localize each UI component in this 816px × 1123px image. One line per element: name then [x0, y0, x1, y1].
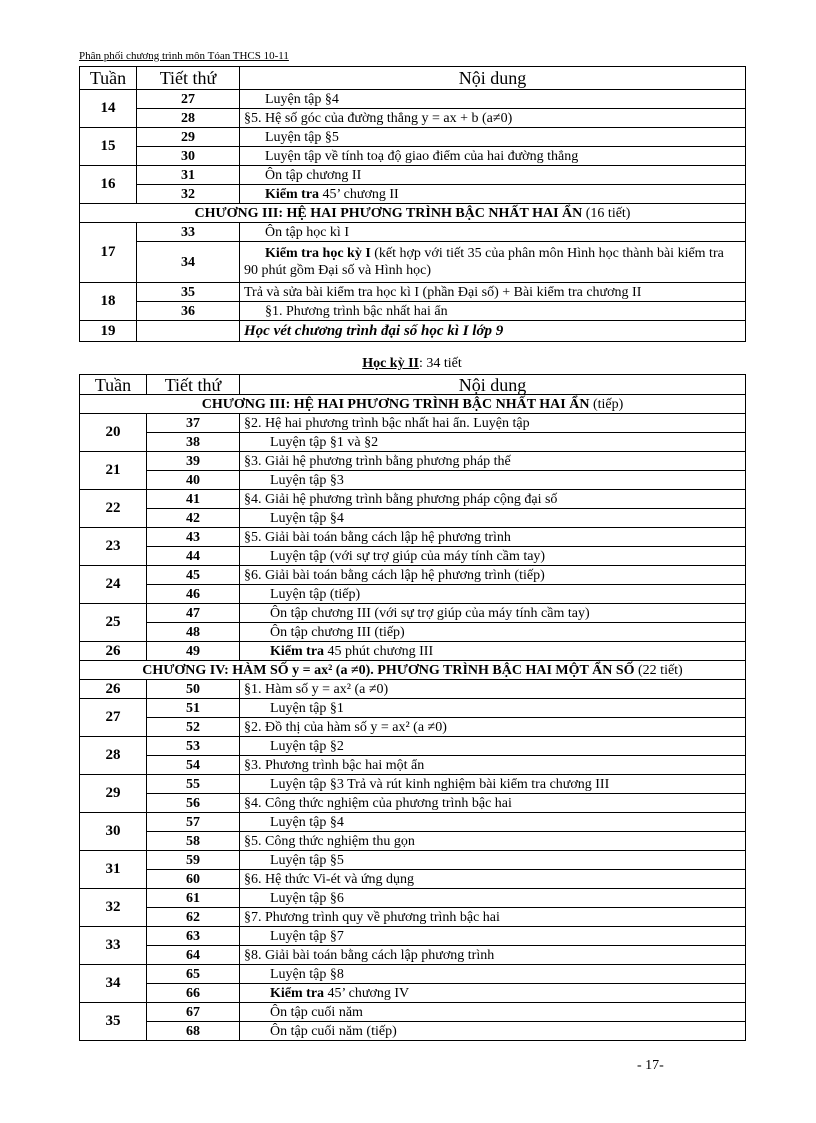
period-cell: 50 [147, 680, 240, 699]
period-cell: 67 [147, 1003, 240, 1022]
table-row [80, 128, 746, 147]
period-cell: 68 [147, 1022, 240, 1041]
period-cell: 44 [147, 547, 240, 566]
week-cell: 30 [80, 813, 147, 851]
period-cell: 39 [147, 452, 240, 471]
period-cell: 31 [137, 166, 240, 185]
week-cell: 16 [80, 166, 137, 204]
period-cell: 58 [147, 832, 240, 851]
table-row [80, 1022, 746, 1041]
table-row [80, 490, 746, 509]
semester2-periods: : 34 tiết [419, 356, 462, 371]
period-cell: 27 [137, 90, 240, 109]
content-cell: Ôn tập chương III (tiếp) [240, 623, 746, 642]
period-cell: 42 [147, 509, 240, 528]
content-cell: §2. Đồ thị của hàm số y = ax² (a ≠0) [240, 718, 746, 737]
period-cell: 43 [147, 528, 240, 547]
content-cell: Học vét chương trình đại số học kì I lớp 9 [240, 321, 746, 342]
period-cell: 36 [137, 302, 240, 321]
week-cell: 20 [80, 414, 147, 452]
content-cell: §3. Phương trình bậc hai một ẩn [240, 756, 746, 775]
period-cell: 37 [147, 414, 240, 433]
content-text: (kết hợp với tiết 35 của phân môn Hình học thành bài kiểm tra 90 phút gồm Đại số và Hình học) [244, 246, 724, 278]
period-cell: 61 [147, 889, 240, 908]
period-cell: 40 [147, 471, 240, 490]
table-row [80, 547, 746, 566]
table-row [80, 452, 746, 471]
table-row [80, 813, 746, 832]
bold-label: Kiểm tra [270, 643, 325, 659]
week-cell: 15 [80, 128, 137, 166]
period-cell: 62 [147, 908, 240, 927]
table-row [80, 585, 746, 604]
period-cell: 28 [137, 109, 240, 128]
table-row [80, 984, 746, 1003]
content-cell: §6. Hệ thức Vi-ét và ứng dụng [240, 870, 746, 889]
table-row [80, 737, 746, 756]
period-cell: 54 [147, 756, 240, 775]
content-text: 45 phút chương III [324, 643, 434, 659]
period-cell: 59 [147, 851, 240, 870]
content-cell [240, 984, 746, 1003]
content-cell: Luyện tập §3 Trả và rút kinh nghiệm bài kiểm tra chương III [240, 775, 746, 794]
content-cell [240, 185, 746, 204]
table-row [80, 832, 746, 851]
content-cell: Ôn tập chương III (với sự trợ giúp của máy tính cầm tay) [240, 604, 746, 623]
table-row [80, 566, 746, 585]
period-cell: 49 [147, 642, 240, 661]
semester2-title [79, 356, 745, 372]
table-row [80, 680, 746, 699]
content-cell: Ôn tập cuối năm [240, 1003, 746, 1022]
table-row [80, 699, 746, 718]
content-cell: Luyện tập §2 [240, 737, 746, 756]
chapter-periods: (tiếp) [589, 396, 624, 412]
table-row [80, 185, 746, 204]
chapter-title: CHƯƠNG IV: HÀM SỐ y = ax² (a ≠0). PHƯƠNG TRÌNH BẬC HAI MỘT ẨN SỐ [142, 662, 635, 678]
period-cell: 55 [147, 775, 240, 794]
week-cell: 29 [80, 775, 147, 813]
col-period: Tiết thứ [137, 67, 240, 90]
week-cell: 33 [80, 927, 147, 965]
period-cell: 35 [137, 283, 240, 302]
period-cell: 63 [147, 927, 240, 946]
period-cell: 33 [137, 223, 240, 242]
chapter-periods: (22 tiết) [634, 662, 683, 678]
content-cell: Luyện tập §5 [240, 128, 746, 147]
table-row [80, 223, 746, 242]
week-cell: 18 [80, 283, 137, 321]
period-cell: 65 [147, 965, 240, 984]
period-cell: 56 [147, 794, 240, 813]
table-header-row [80, 67, 746, 90]
table-row [80, 870, 746, 889]
content-cell: §4. Giải hệ phương trình bằng phương pháp cộng đại số [240, 490, 746, 509]
content-cell: §6. Giải bài toán bằng cách lập hệ phương trình (tiếp) [240, 566, 746, 585]
content-cell: Luyện tập §5 [240, 851, 746, 870]
week-cell: 26 [80, 642, 147, 661]
period-cell: 46 [147, 585, 240, 604]
content-cell: Trả và sửa bài kiểm tra học kì I (phần Đại số) + Bài kiểm tra chương II [240, 283, 746, 302]
content-text: 45’ chương IV [324, 985, 410, 1001]
content-cell: §1. Hàm số y = ax² (a ≠0) [240, 680, 746, 699]
period-cell: 45 [147, 566, 240, 585]
table-row [80, 946, 746, 965]
period-cell [137, 321, 240, 342]
content-cell: Luyện tập §1 và §2 [240, 433, 746, 452]
chapter-heading [80, 204, 746, 223]
content-cell: Luyện tập (tiếp) [240, 585, 746, 604]
table-row [80, 851, 746, 870]
week-cell: 31 [80, 851, 147, 889]
bold-label: Kiểm tra [265, 186, 320, 202]
period-cell: 32 [137, 185, 240, 204]
table-row [80, 471, 746, 490]
week-cell: 14 [80, 90, 137, 128]
table-row [80, 908, 746, 927]
table-row [80, 1003, 746, 1022]
table-row [80, 623, 746, 642]
table-row [80, 433, 746, 452]
table-row [80, 528, 746, 547]
chapter-heading [80, 395, 746, 414]
period-cell: 48 [147, 623, 240, 642]
table-row [80, 718, 746, 737]
chapter-row [80, 395, 746, 414]
content-cell: §2. Hệ hai phương trình bậc nhất hai ẩn. Luyện tập [240, 414, 746, 433]
week-cell: 23 [80, 528, 147, 566]
semester2-table [79, 374, 746, 1041]
chapter-heading [80, 661, 746, 680]
rows-group [80, 414, 746, 642]
table-row [80, 302, 746, 321]
rows-group [80, 699, 746, 965]
content-cell: Luyện tập §4 [240, 509, 746, 528]
content-cell: Ôn tập cuối năm (tiếp) [240, 1022, 746, 1041]
col-content: Nội dung [240, 67, 746, 90]
content-cell: Ôn tập chương II [240, 166, 746, 185]
content-cell: §7. Phương trình quy về phương trình bậc hai [240, 908, 746, 927]
content-cell: §8. Giải bài toán bằng cách lập phương trình [240, 946, 746, 965]
col-period: Tiết thứ [147, 375, 240, 395]
table-row [80, 604, 746, 623]
period-cell: 53 [147, 737, 240, 756]
bold-label: Kiểm tra học kỳ I [265, 246, 371, 261]
table-header-row [80, 375, 746, 395]
content-cell: Luyện tập §6 [240, 889, 746, 908]
period-cell: 64 [147, 946, 240, 965]
week-cell: 35 [80, 1003, 147, 1041]
col-week: Tuần [80, 67, 137, 90]
period-cell: 30 [137, 147, 240, 166]
semester2-label: Học kỳ II [362, 356, 419, 371]
table-row [80, 927, 746, 946]
col-week: Tuần [80, 375, 147, 395]
period-cell: 51 [147, 699, 240, 718]
table-row [80, 90, 746, 109]
bold-label: Kiểm tra [270, 985, 325, 1001]
week-cell: 27 [80, 699, 147, 737]
col-content: Nội dung [240, 375, 746, 395]
week-cell: 32 [80, 889, 147, 927]
content-cell: §3. Giải hệ phương trình bằng phương pháp thế [240, 452, 746, 471]
week-cell: 25 [80, 604, 147, 642]
week-cell: 34 [80, 965, 147, 1003]
period-cell: 47 [147, 604, 240, 623]
chapter-periods: (16 tiết) [582, 205, 631, 221]
week-cell: 22 [80, 490, 147, 528]
week-cell: 26 [80, 680, 147, 699]
content-cell: Luyện tập (với sự trợ giúp của máy tính cầm tay) [240, 547, 746, 566]
content-cell: Luyện tập về tính toạ độ giao điểm của hai đường thẳng [240, 147, 746, 166]
week-cell: 21 [80, 452, 147, 490]
content-cell: §5. Hệ số góc của đường thẳng y = ax + b (a≠0) [240, 109, 746, 128]
chapter-row [80, 204, 746, 223]
table-row [80, 109, 746, 128]
table-row [80, 509, 746, 528]
semester1-table [79, 66, 746, 342]
page-header: Phân phối chương trình môn Tóan THCS 10-11 [79, 50, 289, 62]
table-row [80, 242, 746, 283]
content-cell: §4. Công thức nghiệm của phương trình bậc hai [240, 794, 746, 813]
table-row [80, 283, 746, 302]
period-cell: 29 [137, 128, 240, 147]
table-row [80, 147, 746, 166]
content-cell: Luyện tập §4 [240, 90, 746, 109]
content-cell [240, 242, 746, 283]
content-cell: Ôn tập học kì I [240, 223, 746, 242]
content-cell: §5. Giải bài toán bằng cách lập hệ phương trình [240, 528, 746, 547]
chapter-row [80, 661, 746, 680]
content-cell: §1. Phương trình bậc nhất hai ẩn [240, 302, 746, 321]
period-cell: 38 [147, 433, 240, 452]
table-row [80, 414, 746, 433]
table-row [80, 889, 746, 908]
period-cell: 60 [147, 870, 240, 889]
period-cell: 41 [147, 490, 240, 509]
table-row [80, 794, 746, 813]
week-cell: 17 [80, 223, 137, 283]
content-cell: §5. Công thức nghiệm thu gọn [240, 832, 746, 851]
content-cell [240, 642, 746, 661]
content-text: 45’ chương II [319, 186, 399, 202]
week-cell: 24 [80, 566, 147, 604]
content-cell: Luyện tập §3 [240, 471, 746, 490]
period-cell: 57 [147, 813, 240, 832]
chapter-title: CHƯƠNG III: HỆ HAI PHƯƠNG TRÌNH BẬC NHẤT HAI ẨN [194, 205, 583, 221]
week-cell: 19 [80, 321, 137, 342]
table-row [80, 166, 746, 185]
table-row [80, 642, 746, 661]
content-cell: Luyện tập §8 [240, 965, 746, 984]
table-row [80, 775, 746, 794]
week-cell: 28 [80, 737, 147, 775]
content-cell: Luyện tập §1 [240, 699, 746, 718]
period-cell: 34 [137, 242, 240, 283]
table-row [80, 965, 746, 984]
content-cell: Luyện tập §7 [240, 927, 746, 946]
period-cell: 66 [147, 984, 240, 1003]
period-cell: 52 [147, 718, 240, 737]
content-cell: Luyện tập §4 [240, 813, 746, 832]
table-row [80, 756, 746, 775]
page-number: - 17- [637, 1058, 664, 1073]
chapter-title: CHƯƠNG III: HỆ HAI PHƯƠNG TRÌNH BẬC NHẤT HAI ẨN [201, 396, 590, 412]
table-row [80, 321, 746, 342]
